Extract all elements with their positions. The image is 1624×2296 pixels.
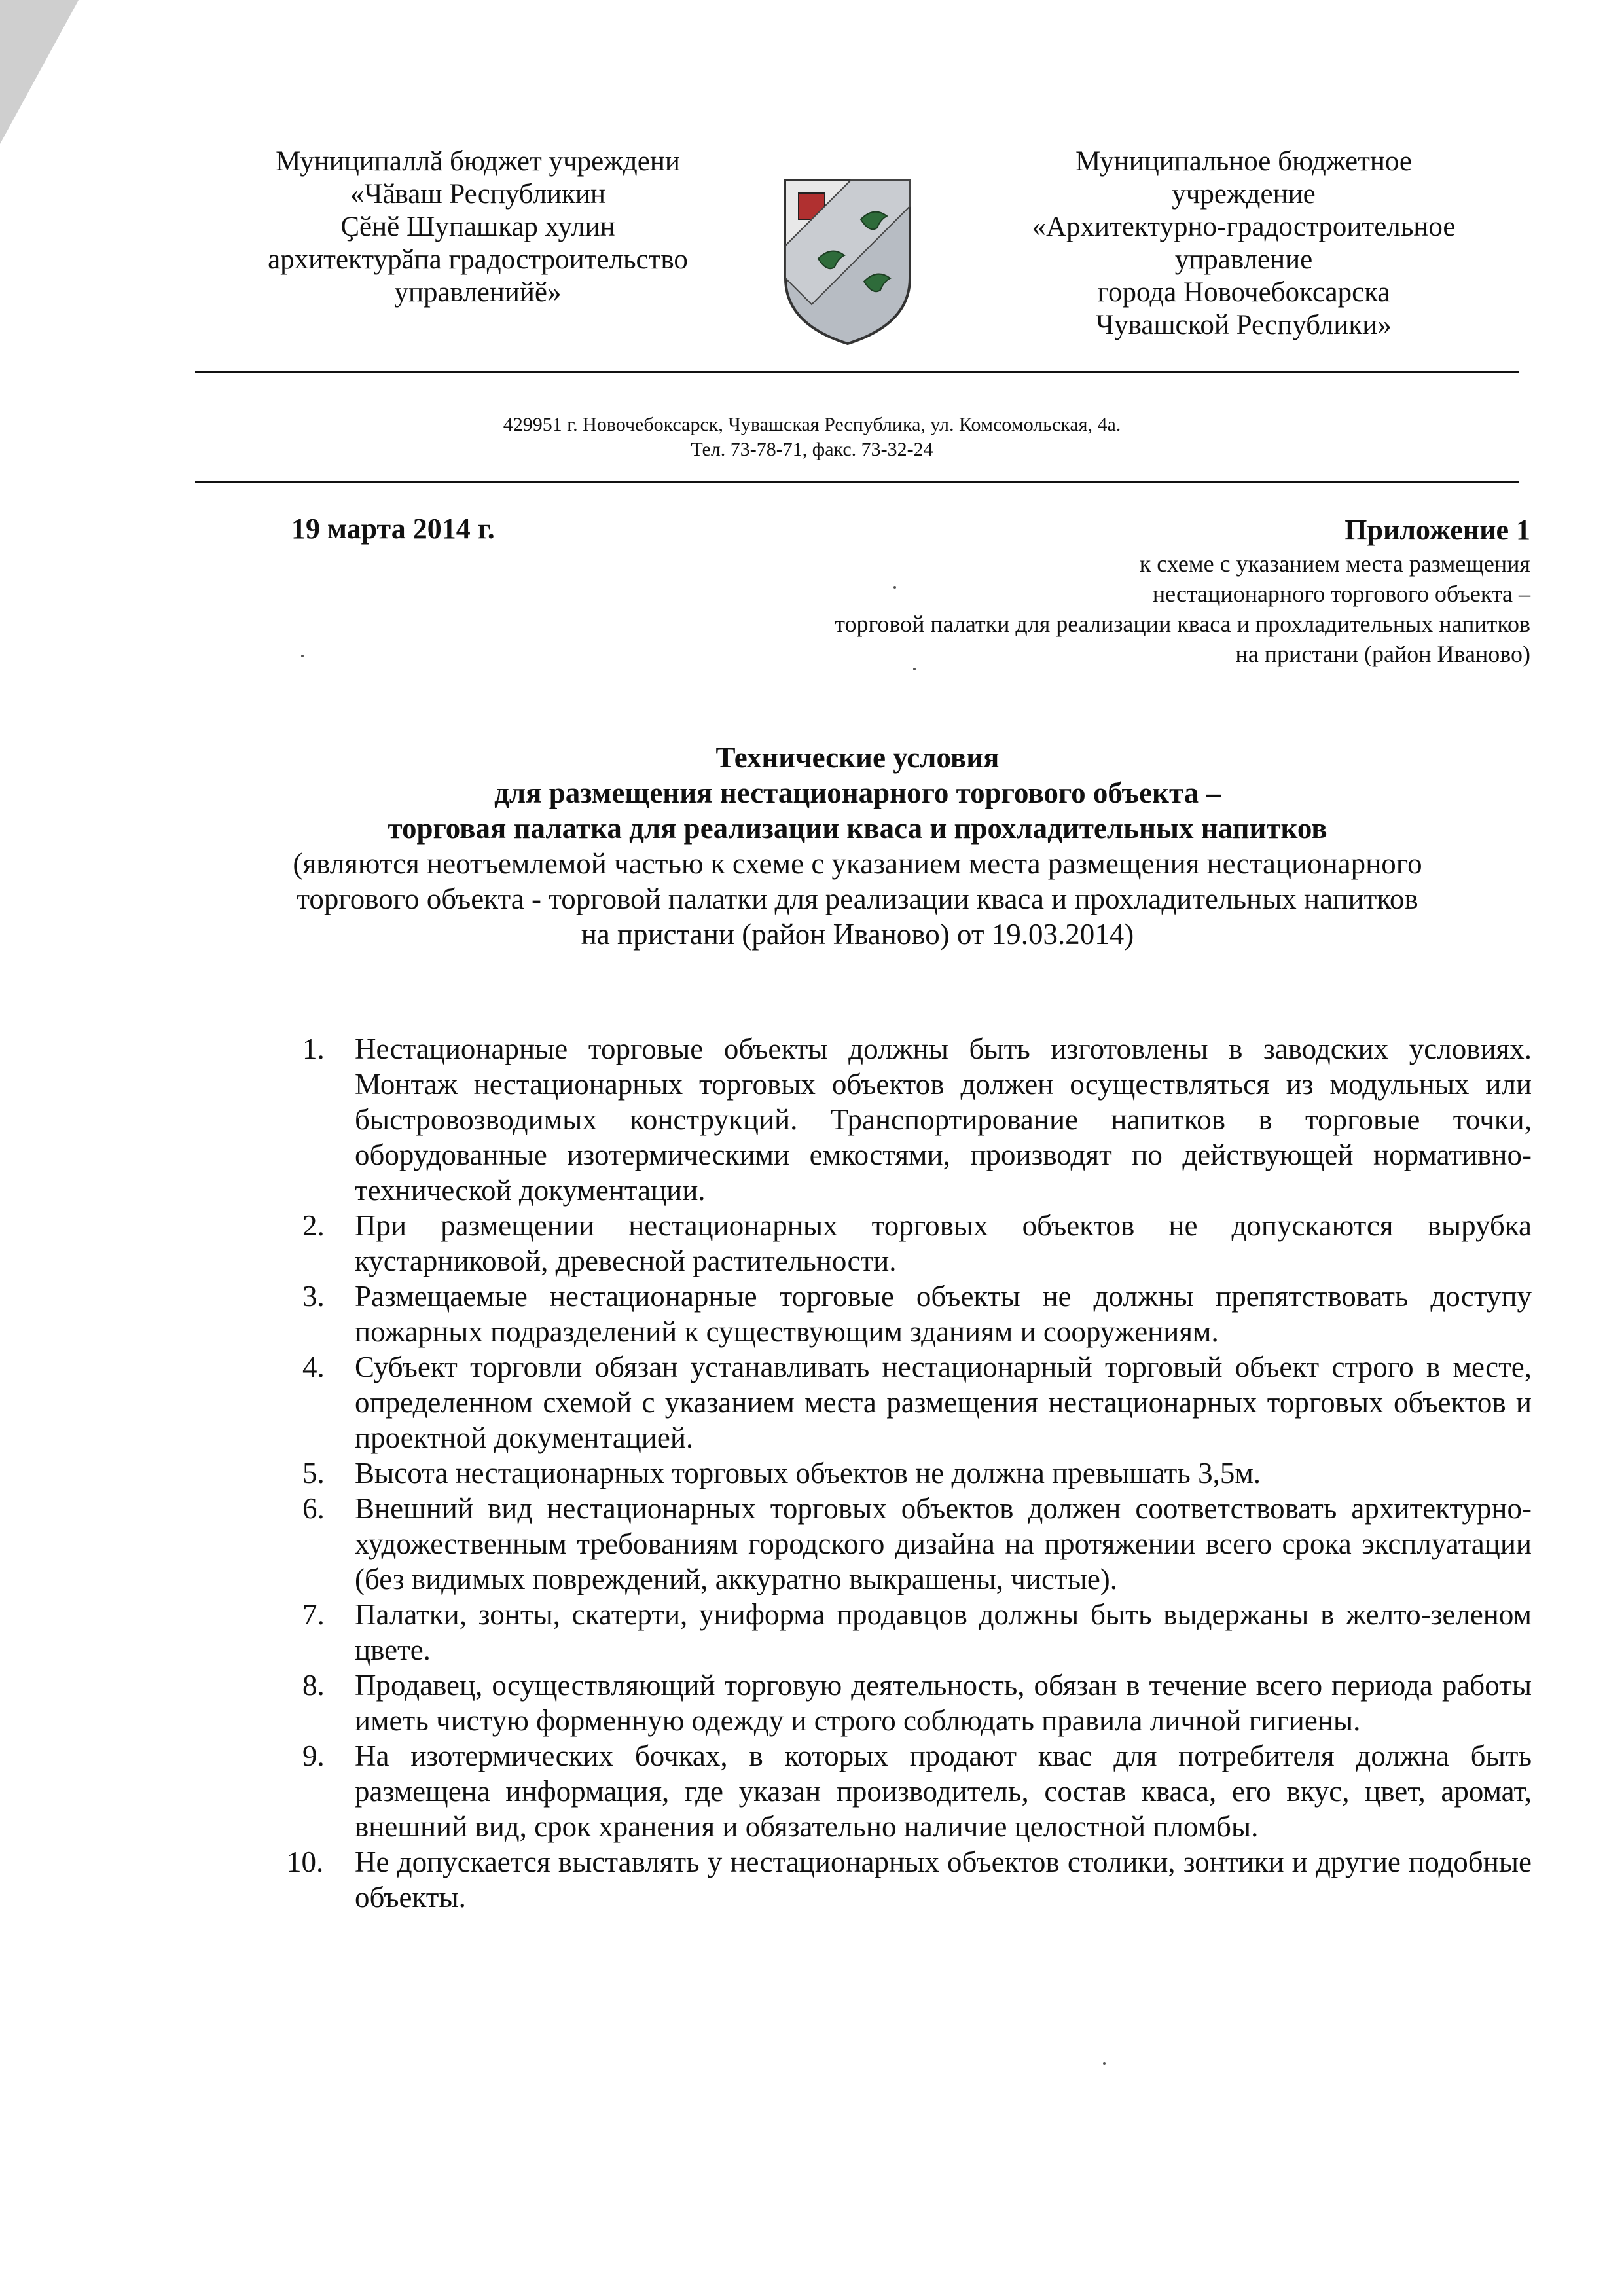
scan-speck	[301, 655, 304, 657]
conditions-list	[287, 1031, 1532, 1915]
condition-number: 1.	[302, 1032, 325, 1065]
condition-item	[302, 1208, 1532, 1279]
title-note-line: торгового объекта - торговой палатки для реализации кваса и прохладительных напитков	[297, 883, 1418, 915]
header-left-line: управленийӗ»	[394, 277, 562, 308]
condition-number: 5.	[302, 1457, 325, 1489]
appendix-line: к схеме с указанием места размещения	[1139, 551, 1530, 577]
header-right-line: Муниципальное бюджетное	[1075, 146, 1412, 177]
condition-item	[302, 1597, 1532, 1667]
condition-item	[302, 1349, 1532, 1455]
condition-item	[302, 1279, 1532, 1349]
condition-item	[302, 1455, 1532, 1491]
header-right-line: управление	[1174, 244, 1313, 275]
condition-text: Внешний вид нестационарных торговых объектов должен соответствовать архитектурно-художественным требованиям городского дизайна на протяжении всего срока эксплуатации (без видимых повреждений, аккуратно выкрашены, чистые).	[355, 1492, 1532, 1595]
condition-number: 6.	[302, 1492, 325, 1525]
document-date: 19 марта 2014 г.	[291, 513, 495, 545]
header-right-line: города Новочебоксарска	[1097, 277, 1390, 308]
appendix-line: торговой палатки для реализации кваса и прохладительных напитков	[835, 611, 1530, 637]
title-note-line: (являются неотъемлемой частью к схеме с указанием места размещения нестационарного	[293, 847, 1422, 880]
header-right-line: Чувашской Республики»	[1096, 310, 1392, 340]
title-bold-line: для размещения нестационарного торгового объекта –	[494, 776, 1221, 809]
condition-number: 2.	[302, 1209, 325, 1242]
condition-item	[302, 1031, 1532, 1208]
header-right-russian	[969, 145, 1519, 342]
coat-of-arms-emblem	[772, 167, 923, 350]
appendix-line: нестационарного торгового объекта –	[1152, 581, 1530, 607]
condition-number: 10.	[287, 1846, 324, 1878]
condition-number: 9.	[302, 1740, 325, 1772]
scan-speck	[1103, 2062, 1106, 2065]
header-left-line: «Чӑваш Республикин	[350, 179, 605, 210]
condition-number: 4.	[302, 1351, 325, 1383]
condition-item	[302, 1738, 1532, 1844]
header-divider-top	[195, 371, 1519, 373]
page-corner-shadow	[0, 0, 85, 151]
condition-text: Продавец, осуществляющий торговую деятельность, обязан в течение всего периода работы иметь чистую форменную одежду и строго соблюдать правила личной гигиены.	[355, 1669, 1532, 1737]
condition-text: Нестационарные торговые объекты должны быть изготовлены в заводских условиях. Монтаж нестационарных торговых объектов должен осуществляться из модульных или быстровозводимых конструкций. Транспортирование напитков в торговые точки, оборудованные изотермическими емкостями, производят по действующей нормативно-технической документации.	[355, 1032, 1532, 1207]
condition-text: Высота нестационарных торговых объектов не должна превышать 3,5м.	[355, 1457, 1261, 1489]
title-bold-line: торговая палатка для реализации кваса и прохладительных напитков	[388, 812, 1327, 845]
appendix-block	[614, 512, 1530, 669]
phone-fax-line: Тел. 73-78-71, факс. 73-32-24	[691, 439, 933, 460]
title-bold-line: Технические условия	[715, 741, 1000, 774]
condition-number: 3.	[302, 1280, 325, 1313]
header-left-chuvash	[196, 145, 759, 309]
condition-item	[302, 1667, 1532, 1738]
condition-item	[287, 1844, 1532, 1915]
header-left-line: Муниципаллӑ бюджет учреждени	[276, 146, 680, 177]
scan-speck	[893, 586, 896, 589]
header-right-line: «Архитектурно-градостроительное	[1032, 211, 1456, 242]
title-note-line: на пристани (район Иваново) от 19.03.2014)	[581, 918, 1134, 951]
header-right-line: учреждение	[1172, 179, 1316, 210]
header-left-line: Ҫӗнӗ Шупашкар хулин	[340, 211, 615, 242]
appendix-title: Приложение 1	[1344, 514, 1530, 546]
condition-text: Не допускается выставлять у нестационарных объектов столики, зонтики и другие подобные объекты.	[355, 1846, 1532, 1914]
condition-text: На изотермических бочках, в которых продают квас для потребителя должна быть размещена информация, где указан производитель, состав кваса, его вкус, цвет, аромат, внешний вид, срок хранения и обязательно наличие целостной пломбы.	[355, 1740, 1532, 1843]
condition-text: Палатки, зонты, скатерти, униформа продавцов должны быть выдержаны в желто-зеленом цвете.	[355, 1598, 1532, 1666]
condition-number: 8.	[302, 1669, 325, 1702]
document-title	[196, 740, 1519, 952]
header-divider-bottom	[195, 481, 1519, 483]
appendix-line: на пристани (район Иваново)	[1235, 641, 1530, 667]
address-line: 429951 г. Новочебоксарск, Чувашская Республика, ул. Комсомольская, 4а.	[503, 414, 1121, 435]
condition-text: При размещении нестационарных торговых объектов не допускаются вырубка кустарниковой, древесной растительности.	[355, 1209, 1532, 1277]
condition-text: Размещаемые нестационарные торговые объекты не должны препятствовать доступу пожарных подразделений к существующим зданиям и сооружениям.	[355, 1280, 1532, 1348]
condition-item	[302, 1491, 1532, 1597]
condition-text: Субъект торговли обязан устанавливать нестационарный торговый объект строго в месте, определенном схемой с указанием места размещения нестационарных торговых объектов и проектной документацией.	[355, 1351, 1532, 1454]
header-left-line: архитектурӑпа градостроительство	[268, 244, 688, 275]
condition-number: 7.	[302, 1598, 325, 1631]
scan-speck	[913, 668, 916, 670]
